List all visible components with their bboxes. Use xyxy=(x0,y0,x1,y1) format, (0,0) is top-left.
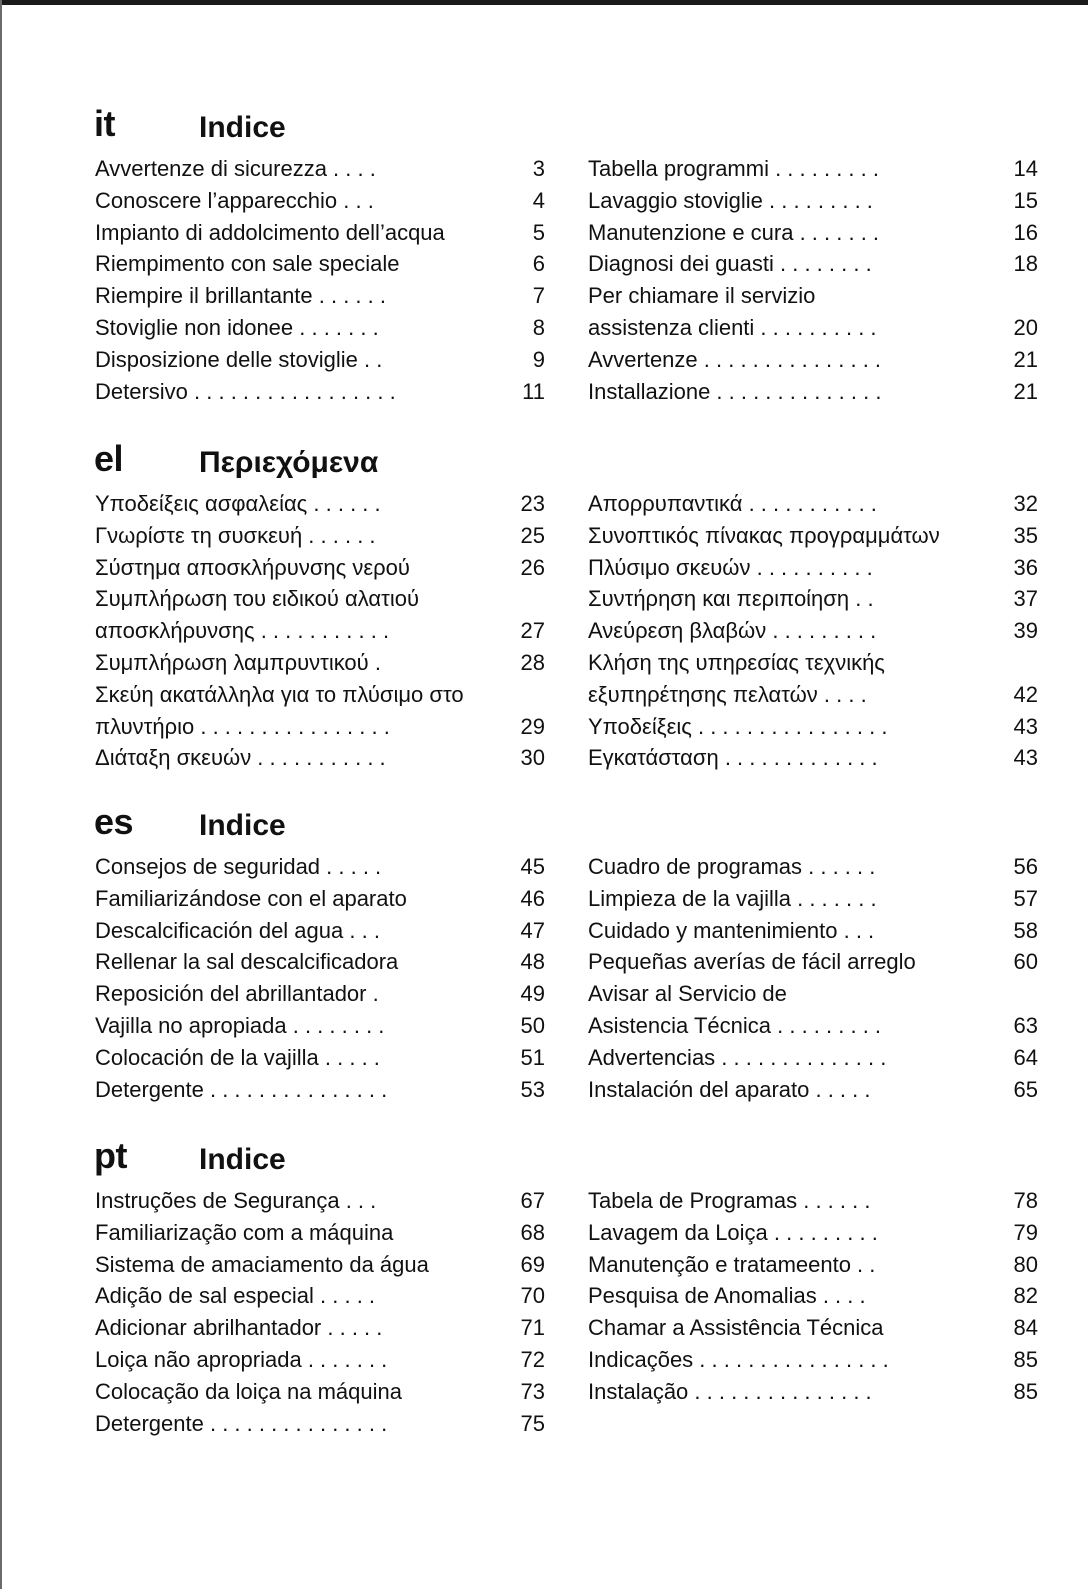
toc-entry-title: Υποδείξεις ασφαλείας . . . . . . xyxy=(95,491,381,516)
toc-entry-page-number: 82 xyxy=(1013,1283,1038,1309)
toc-entry xyxy=(95,153,545,185)
toc-entry xyxy=(588,647,1038,711)
toc-entry-page-number: 16 xyxy=(1013,219,1038,245)
toc-entry-title: Riempimento con sale speciale xyxy=(95,251,400,277)
toc-entry xyxy=(95,217,545,249)
toc-column-right xyxy=(588,1185,1038,1408)
toc-entry-title: Avvertenze di sicurezza . . . . xyxy=(95,156,376,181)
toc-entry-title: Sistema de amaciamento da água xyxy=(95,1251,429,1277)
toc-entry xyxy=(95,1408,545,1440)
toc-entry xyxy=(95,1042,545,1074)
toc-entry xyxy=(95,1185,545,1217)
toc-entry-title: Ανεύρεση βλαβών . . . . . . . . . xyxy=(588,618,877,644)
toc-entry-page-number: 14 xyxy=(1013,156,1038,181)
toc-entry xyxy=(95,583,545,647)
toc-entry-page-number: 32 xyxy=(1013,491,1038,516)
toc-entry-title: Διάταξη σκευών . . . . . . . . . . . xyxy=(95,745,386,771)
top-border-rule xyxy=(0,0,1088,5)
toc-entry xyxy=(95,883,545,915)
toc-entry-title: Riempire il brillantante . . . . . . xyxy=(95,283,386,309)
toc-entry-title: Avvertenze . . . . . . . . . . . . . . . xyxy=(588,346,882,372)
toc-entry-page-number: 35 xyxy=(1013,522,1038,548)
toc-entry-title: Πλύσιμο σκευών . . . . . . . . . . xyxy=(588,554,873,580)
toc-entry-page-number: 80 xyxy=(1013,1251,1038,1277)
toc-entry-title: Adição de sal especial . . . . . xyxy=(95,1283,376,1309)
toc-entry-title: Loiça não apropriada . . . . . . . xyxy=(95,1346,388,1372)
toc-entry xyxy=(588,280,1038,344)
toc-entry-page-number: 49 xyxy=(520,981,545,1007)
toc-entry xyxy=(95,1074,545,1106)
toc-entry-title: Familiarização com a máquina xyxy=(95,1219,394,1245)
section-header xyxy=(0,1135,1088,1185)
toc-entry-title: Γνωρίστε τη συσκευή . . . . . . xyxy=(95,522,376,548)
toc-entry-title: Reposición del abrillantador . xyxy=(95,981,379,1007)
toc-entry xyxy=(95,520,545,552)
toc-entry-page-number: 11 xyxy=(522,378,545,404)
toc-entry-title-continued: πλυντήριο . . . . . . . . . . . . . . . . xyxy=(95,713,390,739)
section-title: Indice xyxy=(199,1143,286,1176)
toc-entry-title: Detergente . . . . . . . . . . . . . . . xyxy=(95,1076,388,1102)
toc-entry xyxy=(95,312,545,344)
toc-entry-page-number: 79 xyxy=(1013,1219,1038,1245)
toc-entry-title: Limpieza de la vajilla . . . . . . . xyxy=(588,885,877,911)
toc-entry-page-number: 20 xyxy=(1013,314,1038,340)
toc-entry-page-number: 50 xyxy=(520,1012,545,1038)
toc-entry xyxy=(588,344,1038,376)
section-title: Περιεχόμενα xyxy=(199,446,379,479)
language-code: pt xyxy=(94,1135,127,1176)
toc-entry-title: Per chiamare il servizio xyxy=(588,283,816,309)
toc-entry-page-number: 43 xyxy=(1013,745,1038,771)
section-title: Indice xyxy=(199,111,286,144)
section-header xyxy=(0,103,1088,153)
toc-entry-page-number: 8 xyxy=(532,314,545,340)
toc-entry-page-number: 26 xyxy=(520,554,545,580)
toc-entry xyxy=(95,376,545,408)
toc-entry-page-number: 36 xyxy=(1013,554,1038,580)
section-title: Indice xyxy=(199,809,286,842)
toc-entry-title-continued: assistenza clienti . . . . . . . . . . xyxy=(588,314,877,340)
toc-entry-page-number: 25 xyxy=(520,522,545,548)
toc-entry xyxy=(95,915,545,947)
toc-entry xyxy=(95,344,545,376)
toc-entry-title: Συμπλήρωση του ειδικού αλατιού xyxy=(95,586,419,612)
toc-entry-title: Tabela de Programas . . . . . . xyxy=(588,1188,871,1213)
toc-entry-page-number: 53 xyxy=(520,1076,545,1102)
toc-entry-page-number: 63 xyxy=(1013,1012,1038,1038)
toc-entry-page-number: 85 xyxy=(1013,1378,1038,1404)
toc-entry-page-number: 15 xyxy=(1013,187,1038,213)
toc-entry-page-number: 23 xyxy=(520,491,545,516)
toc-entry-page-number: 27 xyxy=(520,618,545,644)
toc-entry-page-number: 7 xyxy=(532,283,545,309)
toc-entry-title: Vajilla no apropiada . . . . . . . . xyxy=(95,1012,385,1038)
toc-entry xyxy=(95,946,545,978)
toc-entry xyxy=(588,851,1038,883)
toc-entry-page-number: 48 xyxy=(520,949,545,975)
toc-entry xyxy=(95,679,545,743)
toc-entry xyxy=(95,1010,545,1042)
toc-entry-title: Diagnosi dei guasti . . . . . . . . xyxy=(588,251,872,277)
language-code: el xyxy=(94,438,124,479)
toc-entry-title: Stoviglie non idonee . . . . . . . xyxy=(95,314,379,340)
toc-entry-page-number: 28 xyxy=(520,649,545,675)
toc-entry-page-number: 56 xyxy=(1013,854,1038,879)
toc-entry-page-number: 84 xyxy=(1013,1315,1038,1341)
toc-entry-title-continued: εξυπηρέτησης πελατών . . . . xyxy=(588,681,867,707)
toc-entry xyxy=(95,1376,545,1408)
toc-entry-title: Installazione . . . . . . . . . . . . . . xyxy=(588,378,882,404)
toc-entry-page-number: 47 xyxy=(520,917,545,943)
toc-column-left xyxy=(95,1185,545,1439)
toc-entry-title: Instalación del aparato . . . . . xyxy=(588,1076,871,1102)
toc-column-right xyxy=(588,851,1038,1105)
toc-entry-page-number: 21 xyxy=(1013,346,1038,372)
toc-entry-page-number: 3 xyxy=(532,156,545,181)
toc-entry-title: Cuidado y mantenimiento . . . xyxy=(588,917,875,943)
toc-entry-title: Detersivo . . . . . . . . . . . . . . . . . xyxy=(95,378,396,404)
toc-entry xyxy=(95,185,545,217)
toc-entry xyxy=(588,711,1038,743)
toc-entry xyxy=(95,1217,545,1249)
toc-entry-page-number: 70 xyxy=(520,1283,545,1309)
toc-entry-page-number: 65 xyxy=(1013,1076,1038,1102)
toc-entry xyxy=(588,1280,1038,1312)
toc-entry xyxy=(588,1312,1038,1344)
toc-entry-page-number: 75 xyxy=(520,1410,545,1436)
toc-entry-page-number: 4 xyxy=(532,187,545,213)
toc-entry-page-number: 69 xyxy=(520,1251,545,1277)
toc-entry-title: Συνοπτικός πίνακας προγραμμάτων xyxy=(588,522,940,548)
toc-column-right xyxy=(588,488,1038,774)
toc-entry xyxy=(95,280,545,312)
toc-entry xyxy=(588,488,1038,520)
toc-entry-title: Απορρυπαντικά . . . . . . . . . . . xyxy=(588,491,877,516)
toc-entry-page-number: 51 xyxy=(520,1044,545,1070)
toc-entry xyxy=(588,742,1038,774)
toc-entry-page-number: 21 xyxy=(1013,378,1038,404)
toc-entry-title: Κλήση της υπηρεσίας τεχνικής xyxy=(588,649,885,675)
toc-entry-title: Συντήρηση και περιποίηση . . xyxy=(588,586,874,612)
toc-entry-title: Chamar a Assistência Técnica xyxy=(588,1315,884,1341)
toc-entry-page-number: 37 xyxy=(1013,586,1038,612)
toc-entry-page-number: 29 xyxy=(520,713,545,739)
toc-entry-title: Rellenar la sal descalcificadora xyxy=(95,949,399,975)
toc-entry-page-number: 6 xyxy=(532,251,545,277)
toc-entry-page-number: 68 xyxy=(520,1219,545,1245)
toc-entry-page-number: 58 xyxy=(1013,917,1038,943)
toc-entry-page-number: 18 xyxy=(1013,251,1038,277)
toc-entry-title: Indicações . . . . . . . . . . . . . . . . xyxy=(588,1346,889,1372)
toc-entry-title-continued: Asistencia Técnica . . . . . . . . . xyxy=(588,1012,882,1038)
toc-entry xyxy=(95,1312,545,1344)
toc-entry-title-continued: αποσκλήρυνσης . . . . . . . . . . . xyxy=(95,618,390,644)
toc-entry xyxy=(588,883,1038,915)
toc-entry-page-number: 72 xyxy=(520,1346,545,1372)
toc-entry xyxy=(588,1249,1038,1281)
toc-entry xyxy=(588,1376,1038,1408)
toc-entry-title: Pesquisa de Anomalias . . . . xyxy=(588,1283,866,1309)
toc-entry xyxy=(588,946,1038,978)
toc-entry xyxy=(95,1344,545,1376)
toc-entry-page-number: 5 xyxy=(532,219,545,245)
toc-entry xyxy=(588,1074,1038,1106)
toc-column-left xyxy=(95,488,545,774)
toc-entry xyxy=(588,153,1038,185)
toc-entry-page-number: 60 xyxy=(1013,949,1038,975)
toc-entry-title: Σκεύη ακατάλληλα για το πλύσιμο στο xyxy=(95,681,464,707)
toc-entry-title: Familiarizándose con el aparato xyxy=(95,885,407,911)
toc-entry xyxy=(588,615,1038,647)
toc-entry-page-number: 71 xyxy=(520,1315,545,1341)
toc-entry-page-number: 57 xyxy=(1013,885,1038,911)
toc-entry xyxy=(95,647,545,679)
toc-column-left xyxy=(95,851,545,1105)
toc-entry-page-number: 30 xyxy=(520,745,545,771)
toc-entry-title: Advertencias . . . . . . . . . . . . . . xyxy=(588,1044,887,1070)
toc-entry-page-number: 64 xyxy=(1013,1044,1038,1070)
toc-entry xyxy=(588,915,1038,947)
toc-entry-title: Colocação da loiça na máquina xyxy=(95,1378,402,1404)
toc-entry-title: Υποδείξεις . . . . . . . . . . . . . . . . xyxy=(588,713,888,739)
toc-entry xyxy=(588,1217,1038,1249)
toc-entry-page-number: 78 xyxy=(1013,1188,1038,1213)
toc-entry-title: Conoscere l’apparecchio . . . xyxy=(95,187,374,213)
toc-entry-page-number: 42 xyxy=(1013,681,1038,707)
toc-entry-title: Εγκατάσταση . . . . . . . . . . . . . xyxy=(588,745,878,771)
toc-entry-title: Detergente . . . . . . . . . . . . . . . xyxy=(95,1410,388,1436)
toc-entry-title: Instalação . . . . . . . . . . . . . . . xyxy=(588,1378,872,1404)
toc-entry xyxy=(95,1280,545,1312)
toc-entry xyxy=(95,552,545,584)
toc-entry xyxy=(588,248,1038,280)
toc-entry-page-number: 45 xyxy=(520,854,545,879)
toc-entry xyxy=(588,552,1038,584)
toc-entry-title: Συμπλήρωση λαμπρυντικού . xyxy=(95,649,381,675)
toc-entry-title: Pequeñas averías de fácil arreglo xyxy=(588,949,916,975)
toc-entry xyxy=(588,520,1038,552)
toc-entry-title: Σύστημα αποσκλήρυνσης νερού xyxy=(95,554,410,580)
toc-entry-page-number: 9 xyxy=(532,346,545,372)
toc-entry-page-number: 39 xyxy=(1013,618,1038,644)
toc-entry-page-number: 46 xyxy=(520,885,545,911)
toc-entry-title: Impianto di addolcimento dell’acqua xyxy=(95,219,445,245)
toc-entry xyxy=(588,217,1038,249)
toc-entry-title: Descalcificación del agua . . . xyxy=(95,917,380,943)
toc-entry xyxy=(588,1042,1038,1074)
toc-column-left xyxy=(95,153,545,407)
toc-entry xyxy=(588,978,1038,1042)
toc-entry xyxy=(95,978,545,1010)
toc-entry-title: Adicionar abrilhantador . . . . . xyxy=(95,1315,383,1341)
toc-entry xyxy=(95,488,545,520)
toc-entry-title: Manutenzione e cura . . . . . . . xyxy=(588,219,880,245)
left-border-rule xyxy=(0,0,2,1589)
toc-entry-title: Tabella programmi . . . . . . . . . xyxy=(588,156,879,181)
toc-entry xyxy=(95,248,545,280)
toc-entry-title: Instruções de Segurança . . . xyxy=(95,1188,377,1213)
toc-entry xyxy=(95,1249,545,1281)
language-code: es xyxy=(94,801,134,842)
toc-entry-title: Lavaggio stoviglie . . . . . . . . . xyxy=(588,187,873,213)
toc-entry-title: Manutenção e tratameento . . xyxy=(588,1251,876,1277)
toc-entry-page-number: 43 xyxy=(1013,713,1038,739)
toc-entry-title: Disposizione delle stoviglie . . xyxy=(95,346,383,372)
toc-entry-page-number: 73 xyxy=(520,1378,545,1404)
section-header xyxy=(0,438,1088,488)
toc-entry xyxy=(588,583,1038,615)
toc-entry xyxy=(95,851,545,883)
toc-entry-page-number: 67 xyxy=(520,1188,545,1213)
toc-entry xyxy=(588,376,1038,408)
toc-entry-title: Lavagem da Loiça . . . . . . . . . xyxy=(588,1219,878,1245)
toc-entry-title: Avisar al Servicio de xyxy=(588,981,787,1007)
toc-entry xyxy=(588,1185,1038,1217)
toc-entry xyxy=(95,742,545,774)
toc-entry-page-number: 85 xyxy=(1013,1346,1038,1372)
toc-entry xyxy=(588,185,1038,217)
toc-entry-title: Colocación de la vajilla . . . . . xyxy=(95,1044,380,1070)
toc-entry-title: Cuadro de programas . . . . . . xyxy=(588,854,876,879)
toc-entry-title: Consejos de seguridad . . . . . xyxy=(95,854,382,879)
toc-entry xyxy=(588,1344,1038,1376)
section-header xyxy=(0,801,1088,851)
language-code: it xyxy=(94,103,115,144)
toc-column-right xyxy=(588,153,1038,407)
